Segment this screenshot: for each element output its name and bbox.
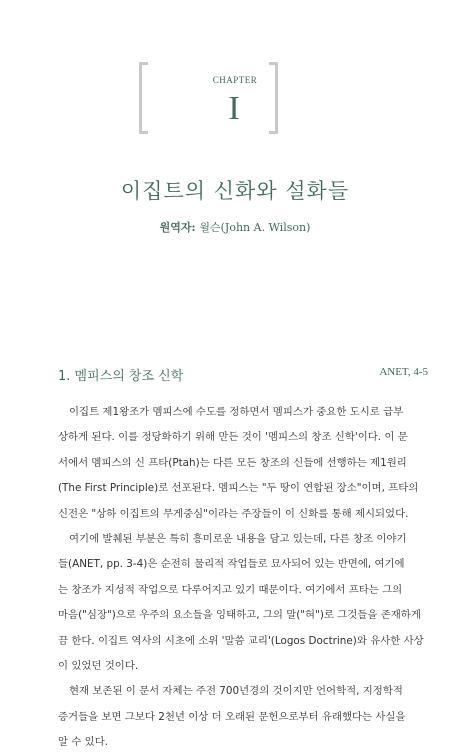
body-line: 이 있었던 것이다. xyxy=(58,660,139,673)
body-line: 들(ANET, pp. 3-4)은 순전히 물리적 작업들로 묘사되어 있는 반면에, 여기에 xyxy=(58,558,405,571)
body-line: 알 수 있다. xyxy=(58,736,109,749)
body-text xyxy=(58,400,428,756)
body-line: 신전은 "상하 이집트의 무게중심"이라는 주장들이 이 신화를 통해 제시되었다. xyxy=(58,507,409,520)
body-line: 증거들을 보면 그보다 2천년 이상 더 오래된 문헌으로부터 유래했다는 사실을 xyxy=(58,710,406,723)
body-line: 는 창조가 지성적 작업으로 다루어지고 있기 때문이다. 여기에서 프타는 그의 xyxy=(58,583,403,596)
author-name: 윌슨(John A. Wilson) xyxy=(199,221,311,234)
body-line: 마음("심장")으로 우주의 요소들을 잉태하고, 그의 말("혀")로 그것들을 존재하게 xyxy=(58,609,421,622)
body-line: 끔 한다. 이집트 역사의 시초에 소위 '말씀 교리'(Logos Doctrine)와 유사한 사상 xyxy=(58,634,424,647)
section-title: 1. 멤피스의 창조 신학 xyxy=(58,369,184,384)
body-line: 현재 보존된 이 문서 자체는 주전 700년경의 것이지만 언어학적, 지정학적 xyxy=(69,685,403,698)
author-label: 원역자: xyxy=(159,221,200,234)
section-reference: ANET, 4-5 xyxy=(379,366,428,378)
page-title: 이집트의 신화와 설화들 xyxy=(120,179,350,203)
body-line: 서에서 멤피스의 신 프타(Ptah)는 다른 모든 창조의 신들에 선행하는 제1원리 xyxy=(58,456,407,469)
body-line: 이집트 제1왕조가 멤피스에 수도를 정하면서 멤피스가 중요한 도시로 급부 xyxy=(69,406,404,418)
body-line: 상하게 된다. 이를 정당화하기 위해 만든 것이 '멤피스의 창조 신학'이다. 이 문 xyxy=(58,431,408,444)
body-line: (The First Principle)로 선포된다. 멤피스는 "두 땅이 연합된 장소"이며, 프타의 xyxy=(58,482,419,495)
chapter-number: I xyxy=(228,90,242,127)
chapter-label: CHAPTER xyxy=(212,75,258,85)
body-line: 여기에 발췌된 부분은 특히 흥미로운 내용을 담고 있는데, 다른 창조 이야기 xyxy=(69,533,407,546)
author-line xyxy=(0,219,470,235)
